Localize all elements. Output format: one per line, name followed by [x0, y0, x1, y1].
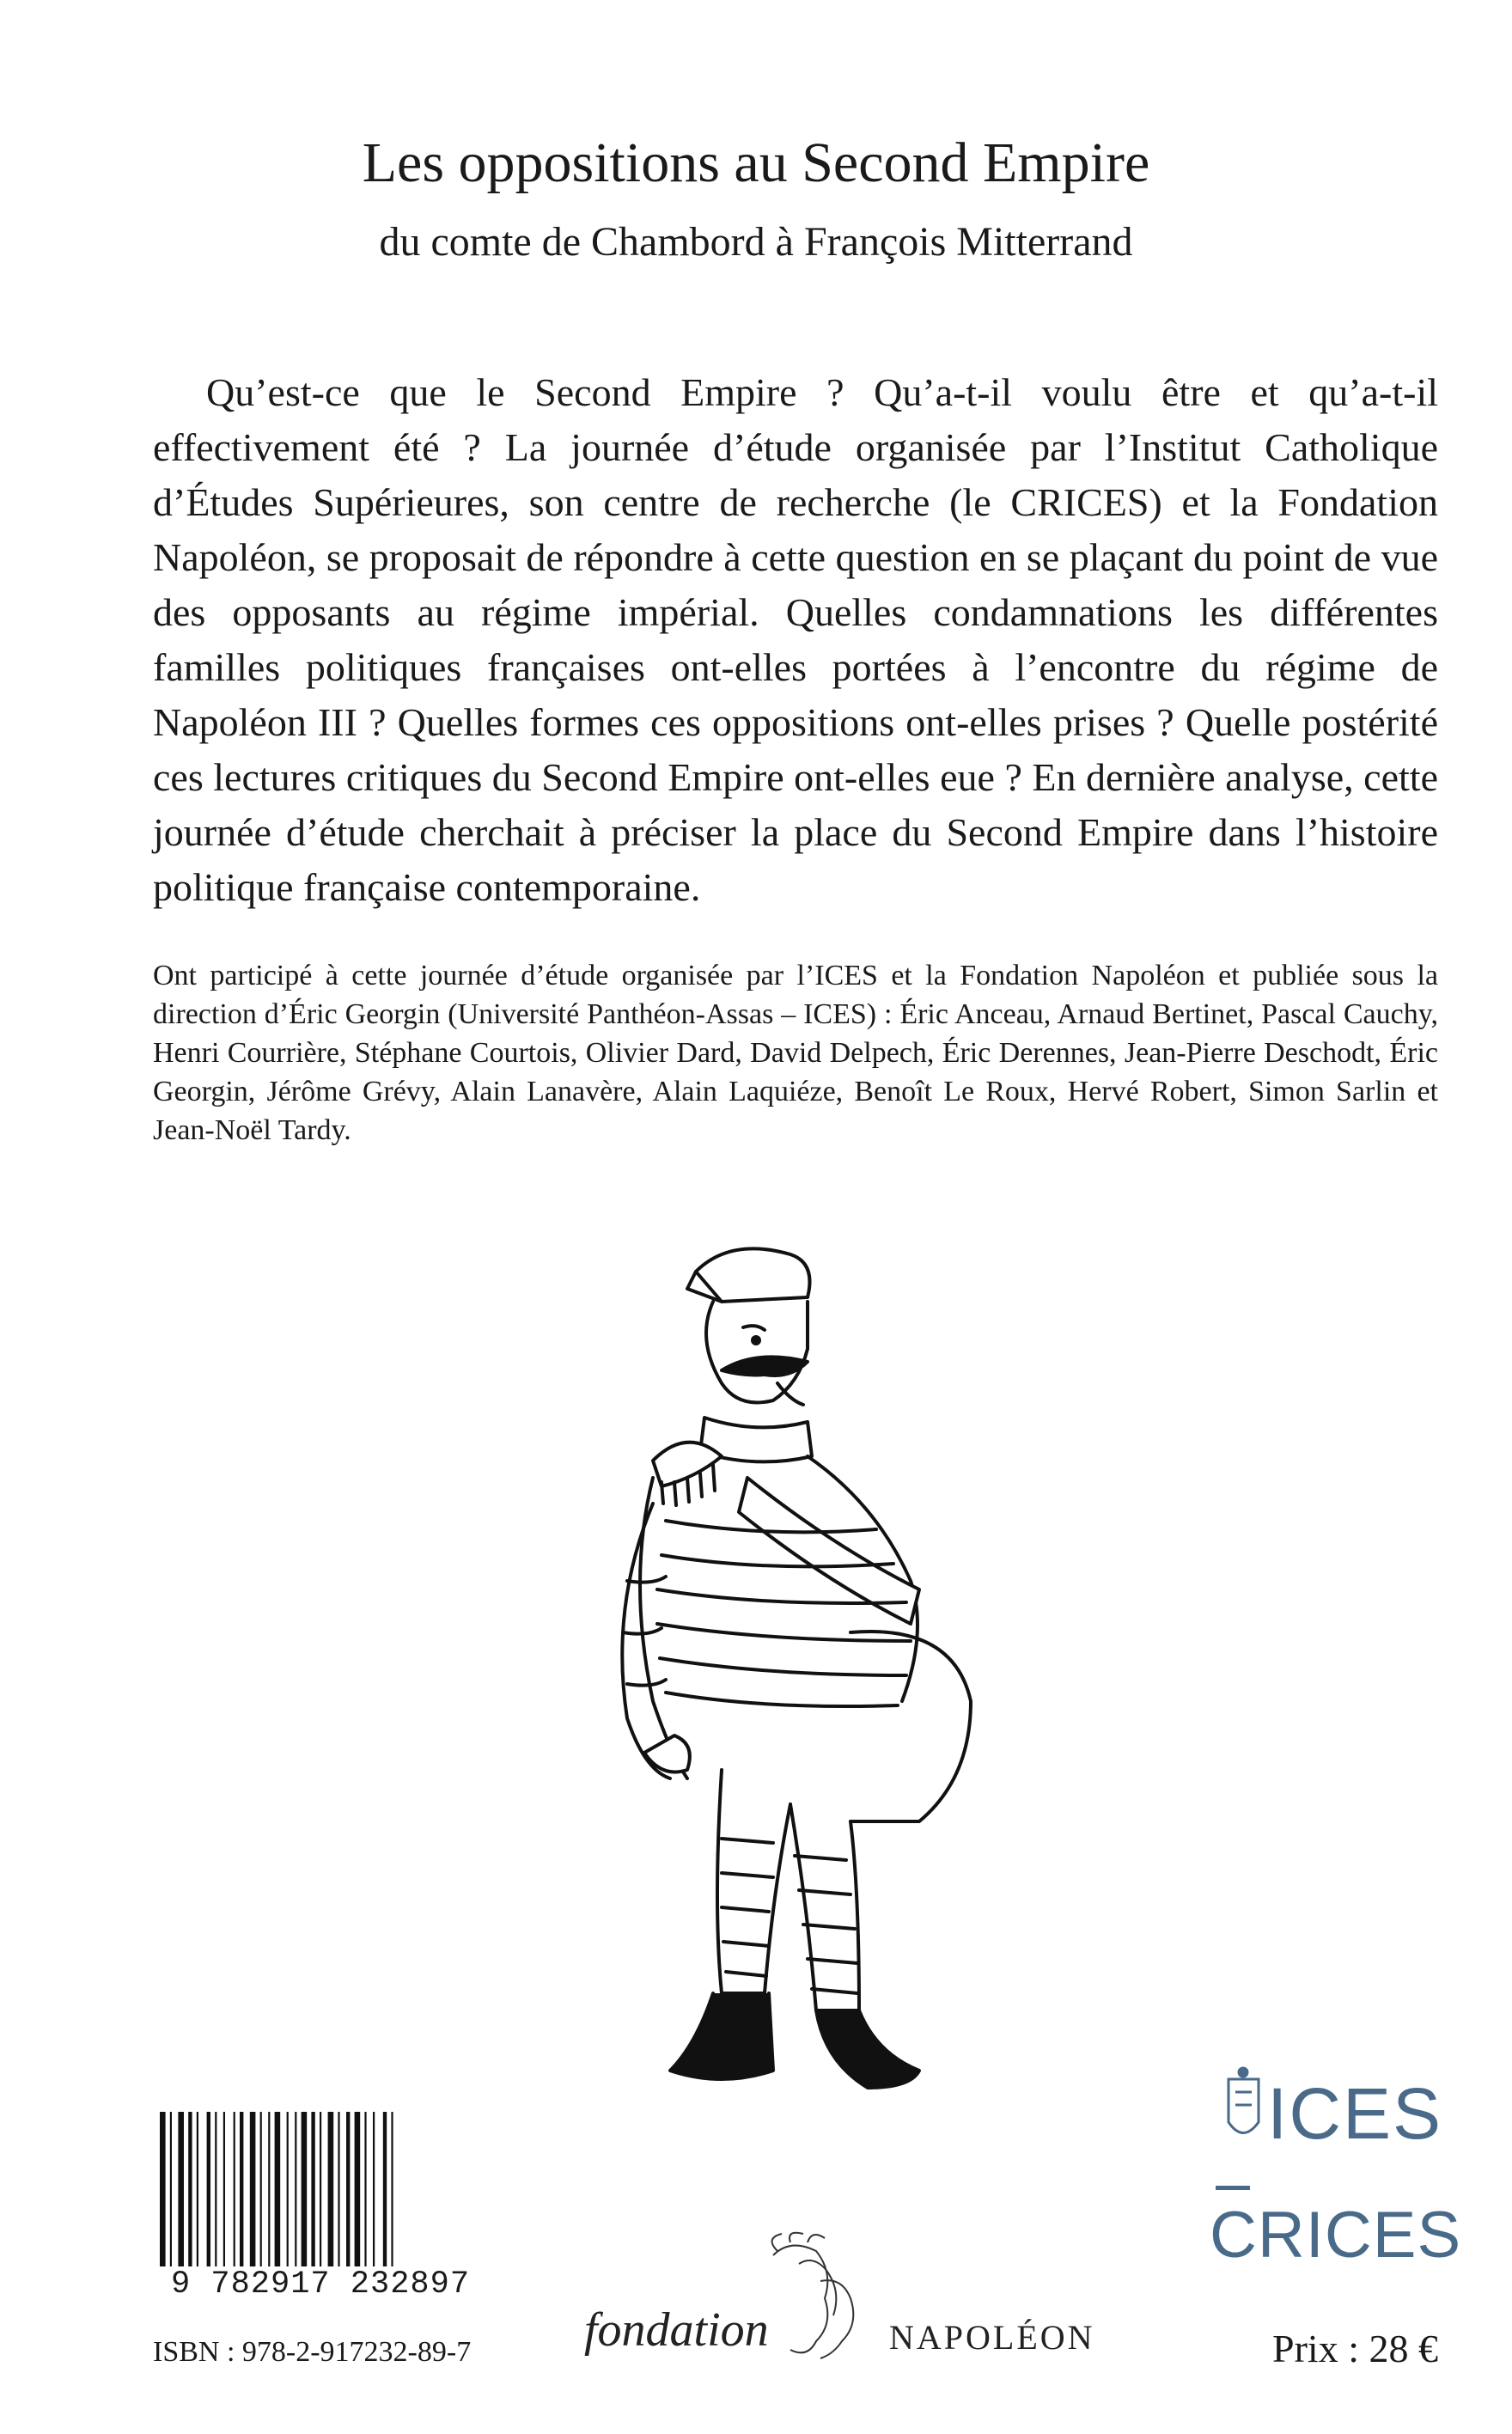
barcode-bar [207, 2112, 210, 2266]
barcode-bar [188, 2112, 192, 2266]
book-subtitle: du comte de Chambord à François Mitterrand [379, 219, 1133, 265]
isbn: ISBN : 978-2-917232-89-7 [153, 2336, 472, 2368]
price: Prix : 28 € [1272, 2327, 1438, 2370]
crices-logo-text: CRICES [1210, 2199, 1462, 2272]
barcode-bar [320, 2112, 321, 2266]
contributors-paragraph: Ont participé à cette journée d’étude organisée par l’ICES et la Fondation Napoléon et publiée sous la direction d’Éric Georgin (Université Panthéon-Assas – ICES) : Éric Anceau, Arnaud Bertinet, Pascal Cauchy, Henri Courrière, Stéphane Courtois, Olivier Dard, David Delpech, Éric Derennes, Jean-Pierre Deschodt, Éric Georgin, Jérôme Grévy, Alain Lanavère, Alain Laquiéze, Benoît Le Roux, Hervé Robert, Simon Sarlin et Jean-Noël Tardy. [153, 960, 1438, 1146]
barcode-bar [250, 2112, 256, 2266]
napoleon-caricature-illustration [593, 1220, 1057, 2122]
barcode-bar [287, 2112, 289, 2266]
barcode-bar [223, 2112, 225, 2266]
barcode-digits: 9 782917 232897 [153, 2266, 488, 2303]
barcode-bar [234, 2112, 235, 2266]
barcode-bar [295, 2112, 296, 2266]
blurb-paragraph: Qu’est-ce que le Second Empire ? Qu’a-t-il voulu être et qu’a-t-il effectivement été ? La journée d’étude organisée par l’Institut Catholique d’Études Supérieures, son centre de recherche (le CRICES) et la Fondation Napoléon, se proposait de répondre à cette question en se plaçant du point de vue des opposants au régime impérial. Quelles condamnations les différentes familles politiques françaises ont-elles portées à l’encontre du régime de Napoléon III ? Quelles formes ces oppositions ont-elles prises ? Quelle postérité ces lectures critiques du Second Empire ont-elles eue ? En dernière analyse, cette journée d’étude cherchait à préciser la place du Second Empire dans l’histoire politique française contemporaine. [153, 370, 1438, 909]
barcode-bar [311, 2112, 314, 2266]
barcode-bar [364, 2112, 366, 2266]
ices-logo-text: ICES [1267, 2073, 1443, 2154]
barcode-bar [275, 2112, 281, 2266]
barcode-bar [240, 2112, 243, 2266]
barcode-bar [260, 2112, 262, 2266]
barcode-bar [197, 2112, 198, 2266]
barcode-bar [338, 2112, 339, 2266]
fondation-napoleon-text: NAPOLÉON [889, 2318, 1095, 2357]
barcode-bar [391, 2112, 393, 2266]
barcode-bar [302, 2112, 308, 2266]
barcode-bar [178, 2112, 184, 2266]
barcode-bar [373, 2112, 375, 2266]
barcode-bar [328, 2112, 334, 2266]
book-title: Les oppositions au Second Empire [362, 131, 1150, 194]
barcode-bar [215, 2112, 216, 2266]
barcode-bar [355, 2112, 361, 2266]
barcode-bar [268, 2112, 270, 2266]
barcode-bar [346, 2112, 350, 2266]
barcode-bar [383, 2112, 387, 2266]
barcode-bar [160, 2112, 166, 2266]
fondation-script-text: fondation [584, 2303, 769, 2357]
crices-dash [1216, 2186, 1250, 2190]
barcode-bar [170, 2112, 172, 2266]
